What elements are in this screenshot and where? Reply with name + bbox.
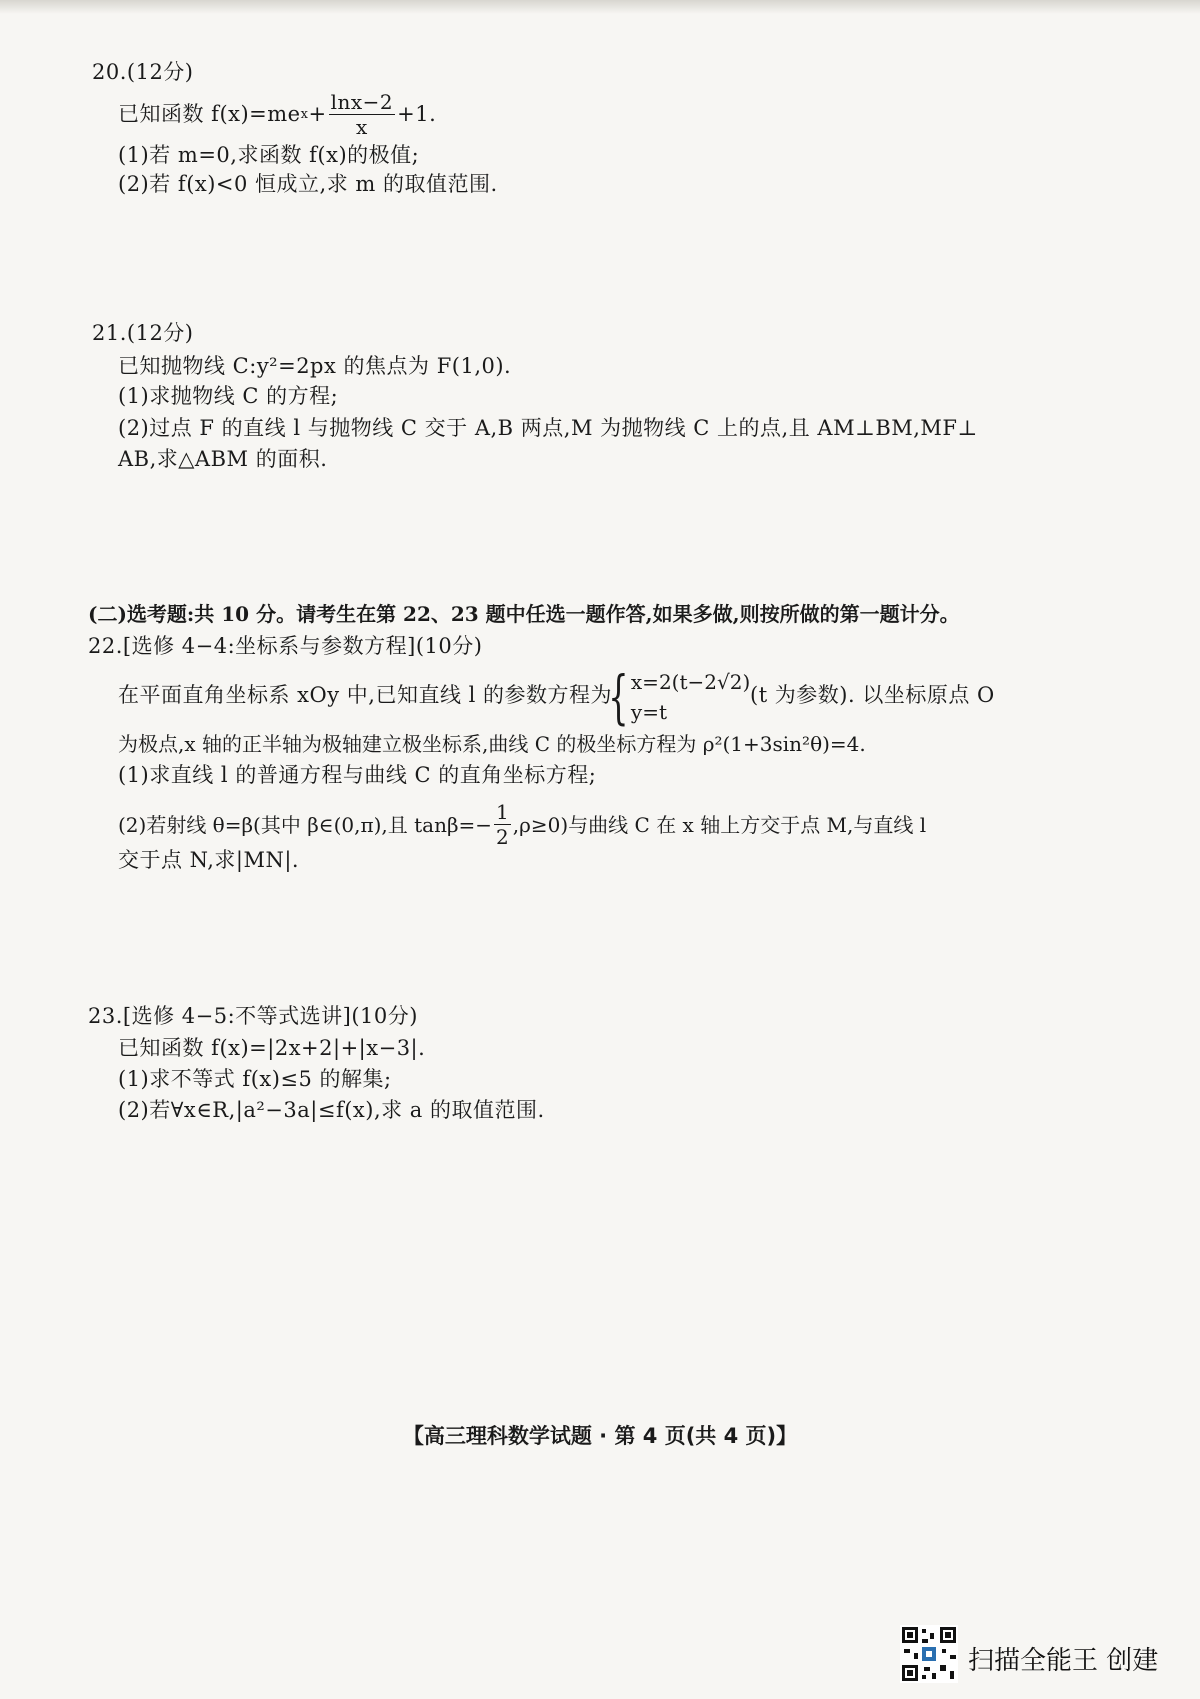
q22-header: 22.[选修 4−4:坐标系与参数方程](10分) <box>88 634 483 658</box>
scanner-watermark: 扫描全能王 创建 <box>968 1646 1159 1676</box>
q22-stem-suffix: (t 为参数). 以坐标原点 O <box>750 683 995 707</box>
q22-brace: { <box>608 663 629 731</box>
q20-frac-numerator: lnx−2 <box>330 90 394 114</box>
q22-part2 <box>118 802 926 847</box>
q21-stem: 已知抛物线 C:y²=2px 的焦点为 F(1,0). <box>118 354 512 378</box>
q22-frac-numerator: 1 <box>496 800 509 824</box>
q21-part2-line2: AB,求△ABM 的面积. <box>118 447 328 471</box>
q23-part2: (2)若∀x∈R,|a²−3a|≤f(x),求 a 的取值范围. <box>118 1098 545 1122</box>
q22-stem-line2: 为极点,x 轴的正半轴为极轴建立极坐标系,曲线 C 的极坐标方程为 ρ²(1+3sin²θ)=4. <box>118 732 866 756</box>
q21-part1: (1)求抛物线 C 的方程; <box>118 384 339 408</box>
q22-frac-denominator: 2 <box>496 825 509 849</box>
q20-part1: (1)若 m=0,求函数 f(x)的极值; <box>118 143 420 167</box>
q22-part2-suffix: ,ρ≥0)与曲线 C 在 x 轴上方交于点 M,与直线 l <box>512 812 927 837</box>
q20-stem-prefix: 已知函数 f(x)=me <box>118 102 301 126</box>
page-top-edge <box>0 0 1200 14</box>
q23-part1: (1)求不等式 f(x)≤5 的解集; <box>118 1067 392 1091</box>
q20-stem-suffix: +1. <box>397 102 437 126</box>
q20-header: 20.(12分) <box>92 60 194 84</box>
q20-part2: (2)若 f(x)<0 恒成立,求 m 的取值范围. <box>118 172 498 196</box>
page-footer: 【高三理科数学试题 · 第 4 页(共 4 页)】 <box>402 1424 798 1448</box>
q23-stem: 已知函数 f(x)=|2x+2|+|x−3|. <box>118 1036 426 1060</box>
q20-exponent: x <box>300 107 309 122</box>
q20-fraction <box>329 92 396 137</box>
section2-title: (二)选考题:共 10 分。请考生在第 22、23 题中任选一题作答,如果多做,则按所做的第一题计分。 <box>88 602 960 626</box>
q20-plus: + <box>308 102 327 126</box>
q21-part2-line1: (2)过点 F 的直线 l 与抛物线 C 交于 A,B 两点,M 为抛物线 C 上的点,且 AM⊥BM,MF⊥ <box>118 416 978 440</box>
q22-part2-line2: 交于点 N,求|MN|. <box>118 848 300 872</box>
q21-header: 21.(12分) <box>92 321 194 345</box>
q22-stem-prefix: 在平面直角坐标系 xOy 中,已知直线 l 的参数方程为 <box>118 683 613 707</box>
q22-part2-prefix: (2)若射线 θ=β(其中 β∈(0,π),且 tanβ=− <box>118 812 493 837</box>
q22-sys-row1: x=2(t−2√2) <box>630 670 751 694</box>
q20-stem <box>118 92 436 137</box>
q22-part1: (1)求直线 l 的普通方程与曲线 C 的直角坐标方程; <box>118 763 597 787</box>
q22-sys-row2: y=t <box>630 700 667 724</box>
qr-code-icon <box>900 1625 958 1683</box>
q22-param-system <box>600 663 751 731</box>
q20-frac-denominator: x <box>355 115 368 139</box>
q22-fraction <box>494 802 511 847</box>
q23-header: 23.[选修 4−5:不等式选讲](10分) <box>88 1004 418 1028</box>
